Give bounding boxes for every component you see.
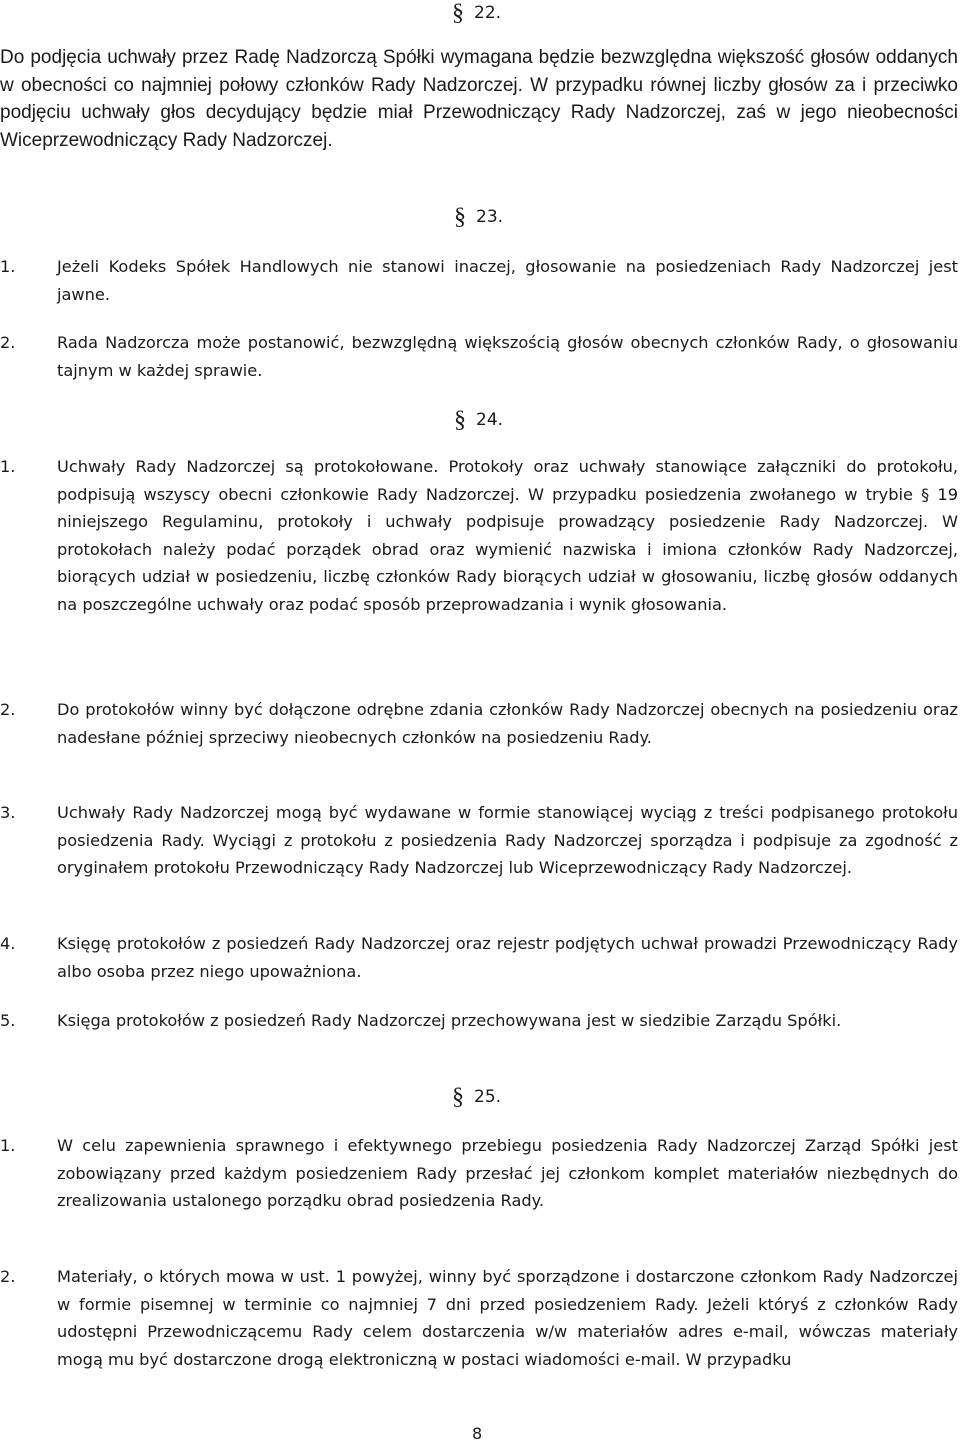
item-number: 2. xyxy=(0,1267,16,1286)
section-heading-23 xyxy=(454,206,503,228)
section-number: 22. xyxy=(474,3,502,23)
section-symbol: § xyxy=(454,204,466,230)
section-heading-22 xyxy=(452,2,501,24)
section-24-item-5 xyxy=(0,1007,958,1035)
section-23-item-1 xyxy=(0,253,958,308)
item-number: 4. xyxy=(0,934,16,953)
item-text: Uchwały Rady Nadzorczej mogą być wydawane w formie stanowiącej wyciąg z treści podpisanego protokołu posiedzenia Rady. Wyciągi z protokołu z posiedzenia Rady Nadzorczej sporządza i podpisuje za zgodność z oryginałem protokołu Przewodniczący Rady Nadzorczej lub Wiceprzewodniczący Rady Nadzorczej. xyxy=(57,803,958,877)
section-number: 25. xyxy=(474,1087,502,1107)
section-24-item-2 xyxy=(0,696,958,751)
section-heading-24 xyxy=(454,409,503,431)
item-text: Jeżeli Kodeks Spółek Handlowych nie stanowi inaczej, głosowanie na posiedzeniach Rady Nadzorczej jest jawne. xyxy=(57,257,958,304)
item-text: W celu zapewnienia sprawnego i efektywnego przebiegu posiedzenia Rady Nadzorczej Zarząd Spółki jest zobowiązany przed każdym posiedzeniem Rady przesłać jej członkom komplet materiałów niezbędnych do zrealizowania ustalonego porządku obrad posiedzenia Rady. xyxy=(57,1136,958,1210)
section-heading-25 xyxy=(452,1086,501,1108)
section-symbol: § xyxy=(454,407,466,433)
item-text: Materiały, o których mowa w ust. 1 powyżej, winny być sporządzone i dostarczone członkom Rady Nadzorczej w formie pisemnej w terminie co najmniej 7 dni przed posiedzeniem Rady. Jeżeli któryś z członków Rady udostępni Przewodniczącemu Rady celem dostarczenia w/w materiałów adres e-mail, wówczas materiały mogą mu być dostarczone drogą elektroniczną w postaci wiadomości e-mail. W przypadku xyxy=(57,1267,958,1369)
section-symbol: § xyxy=(452,1084,464,1110)
item-number: 2. xyxy=(0,333,16,352)
item-text: Uchwały Rady Nadzorczej są protokołowane. Protokoły oraz uchwały stanowiące załączniki do protokołu, podpisują wszyscy obecni członkowie Rady Nadzorczej. W przypadku posiedzenia zwołanego w trybie § 19 niniejszego Regulaminu, protokoły i uchwały podpisuje prowadzący posiedzenie Rady Nadzorczej. W protokołach należy podać porządek obrad oraz wymienić nazwiska i imiona członków Rady Nadzorczej, biorących udział w posiedzeniu, liczbę członków Rady biorących udział w głosowaniu, liczbę głosów oddanych na poszczególne uchwały oraz podać sposób przeprowadzania i wynik głosowania. xyxy=(57,457,958,614)
item-number: 2. xyxy=(0,700,16,719)
item-text: Rada Nadzorcza może postanowić, bezwzględną większością głosów obecnych członków Rady, o głosowaniu tajnym w każdej sprawie. xyxy=(57,333,958,380)
section-23-item-2 xyxy=(0,329,958,384)
section-25-item-1 xyxy=(0,1132,958,1215)
section-number: 23. xyxy=(476,207,504,227)
section-24-item-1 xyxy=(0,453,958,618)
page-number: 8 xyxy=(472,1424,483,1443)
section-22-paragraph: Do podjęcia uchwały przez Radę Nadzorczą Spółki wymagana będzie bezwzględna większość głosów oddanych w obecności co najmniej połowy członków Rady Nadzorczej. W przypadku równej liczby głosów za i przeciwko podjęciu uchwały głos decydujący będzie miał Przewodniczący Rady Nadzorczej, zaś w jego nieobecności Wiceprzewodniczący Rady Nadzorczej. xyxy=(0,47,958,151)
section-symbol: § xyxy=(452,0,464,26)
item-number: 3. xyxy=(0,803,16,822)
section-25-item-2 xyxy=(0,1263,958,1373)
item-number: 1. xyxy=(0,1136,16,1155)
section-24-item-3 xyxy=(0,799,958,882)
section-24-item-4 xyxy=(0,930,958,985)
item-text: Księga protokołów z posiedzeń Rady Nadzorczej przechowywana jest w siedzibie Zarządu Spółki. xyxy=(57,1011,842,1030)
item-text: Księgę protokołów z posiedzeń Rady Nadzorczej oraz rejestr podjętych uchwał prowadzi Przewodniczący Rady albo osoba przez niego upoważniona. xyxy=(57,934,958,981)
item-number: 5. xyxy=(0,1011,16,1030)
section-number: 24. xyxy=(476,410,504,430)
item-text: Do protokołów winny być dołączone odrębne zdania członków Rady Nadzorczej obecnych na posiedzeniu oraz nadesłane później sprzeciwy nieobecnych członków na posiedzeniu Rady. xyxy=(57,700,958,747)
item-number: 1. xyxy=(0,457,16,476)
item-number: 1. xyxy=(0,257,16,276)
